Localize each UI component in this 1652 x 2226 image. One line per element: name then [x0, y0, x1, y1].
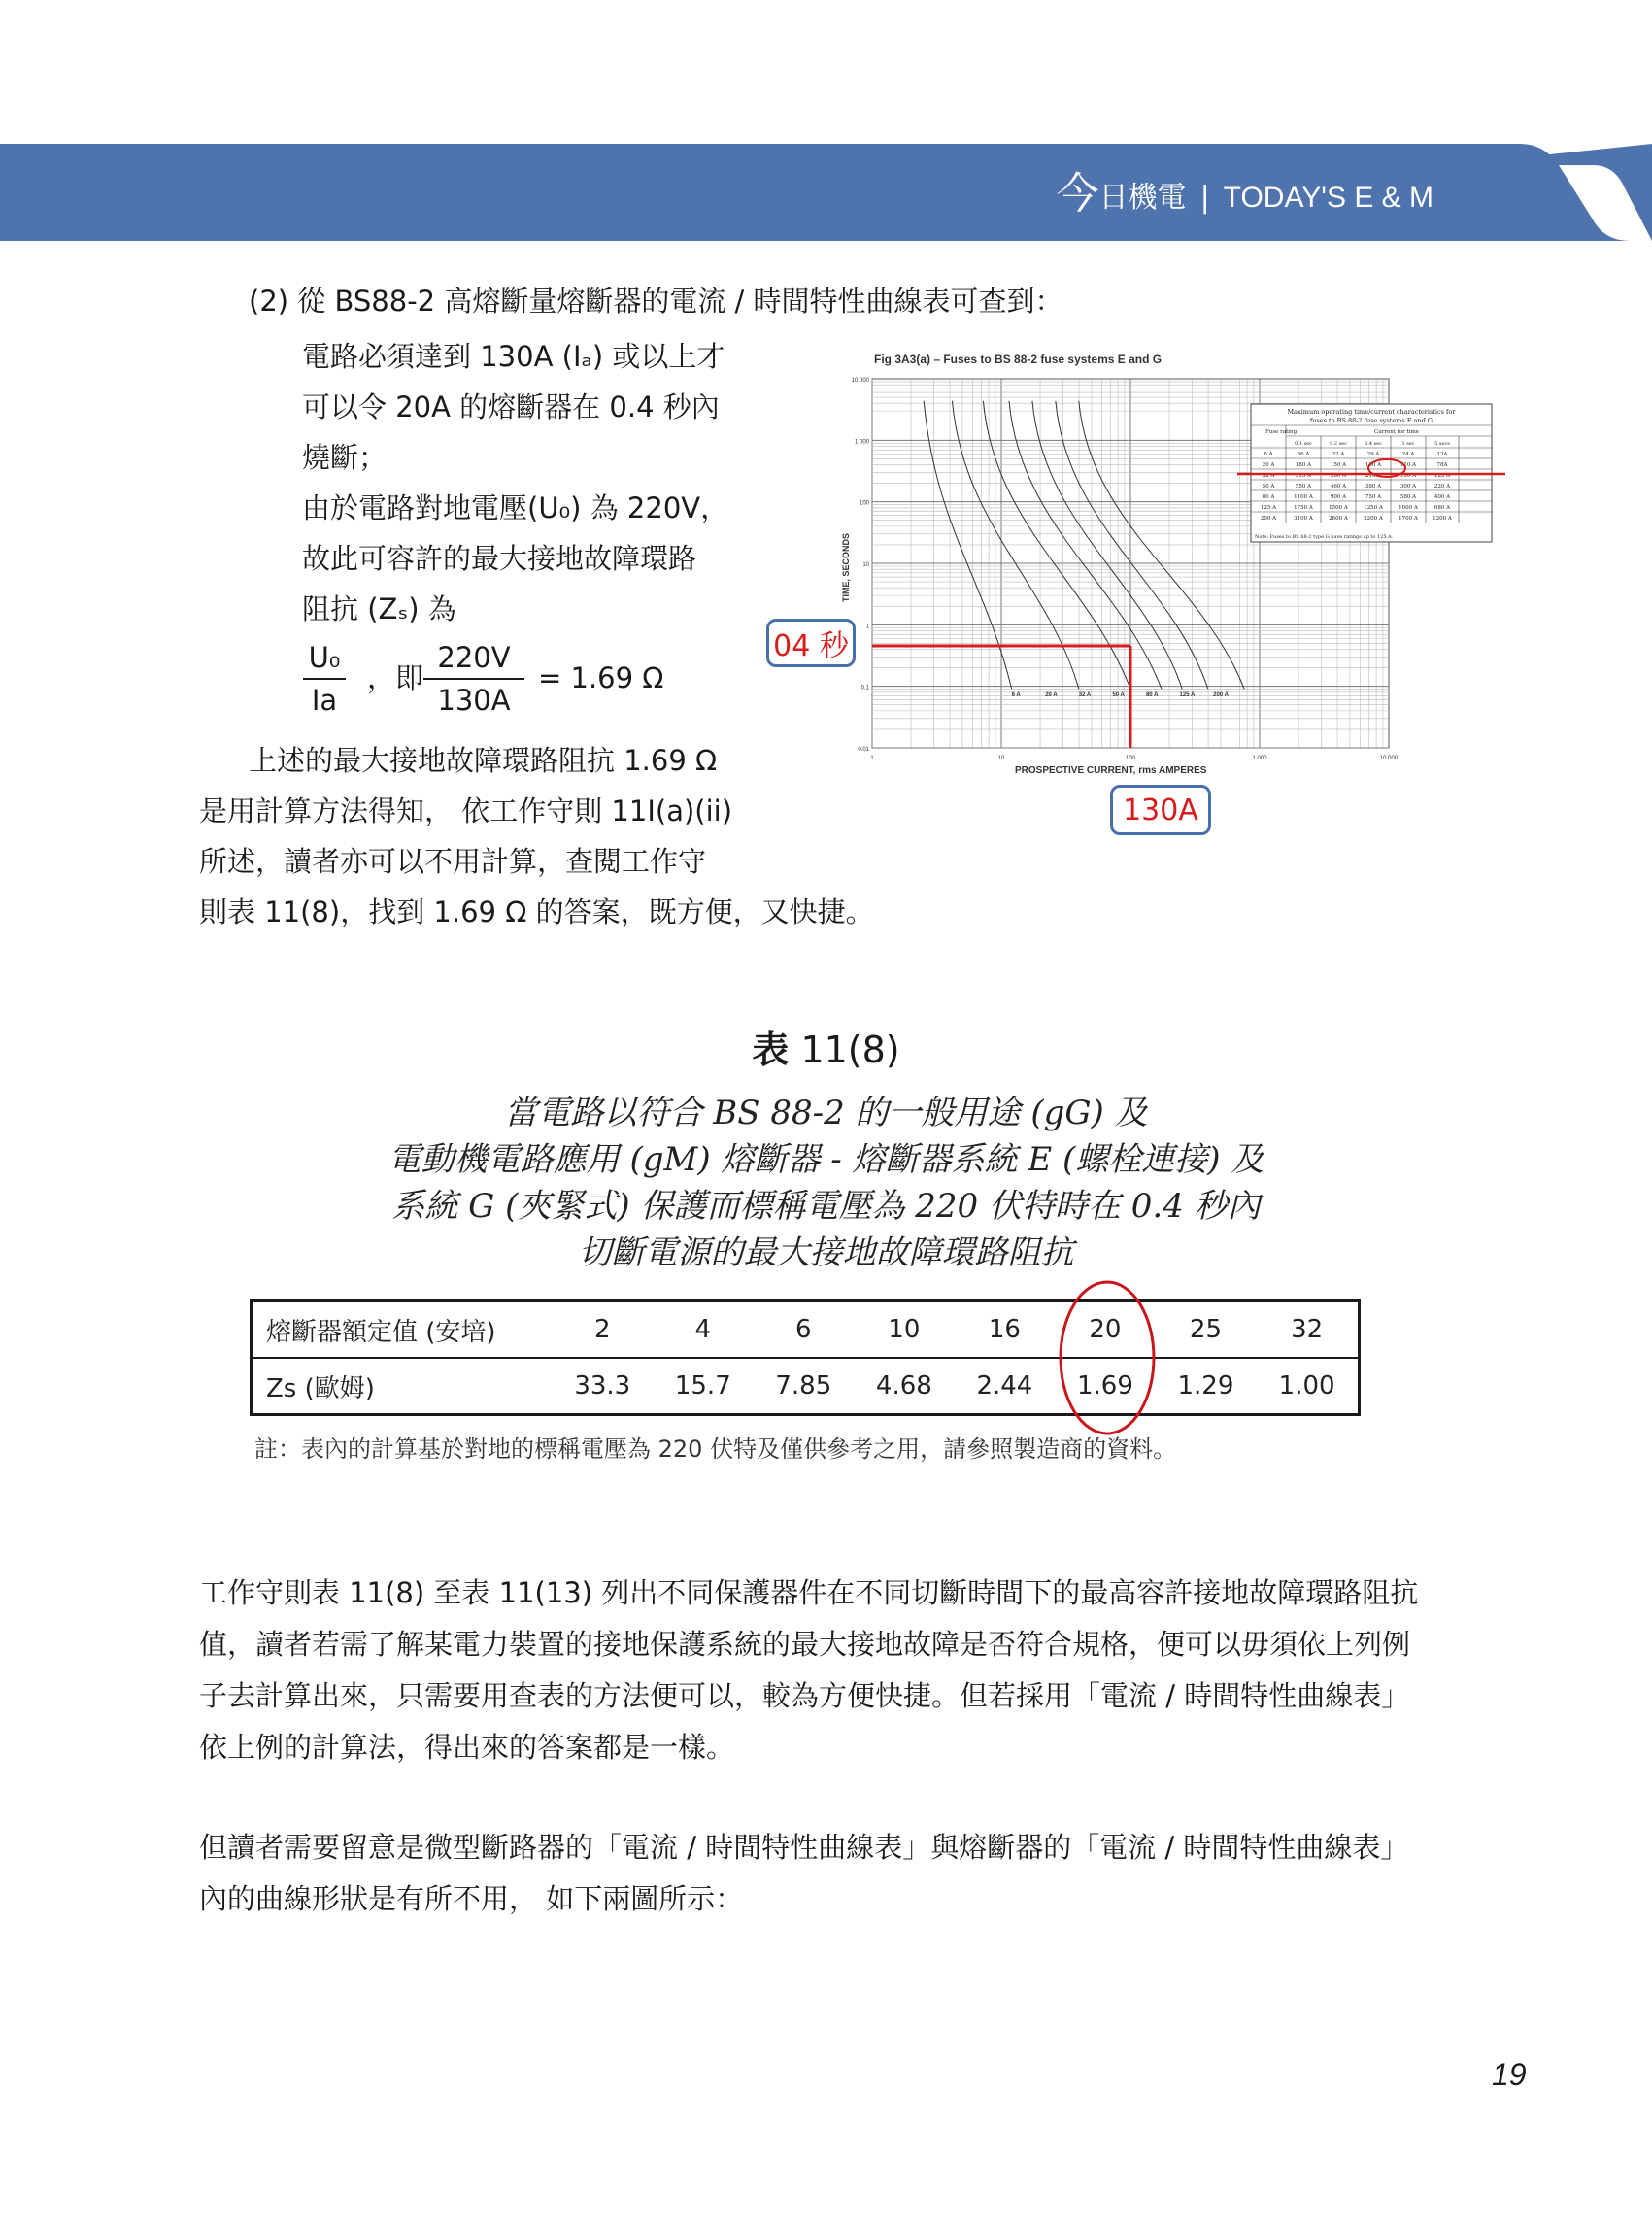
chart-x-tick-label: 10	[997, 756, 1005, 761]
inset-cell: 80 A	[1262, 494, 1275, 500]
header-title-rest: 日機電	[1098, 181, 1187, 215]
inset-cell: 900 A	[1330, 494, 1347, 500]
table-title-num: 11(8)	[789, 1029, 900, 1071]
section2-line-6: 阻抗 (Zₛ) 為	[302, 592, 456, 625]
section2-line-5: 故此可容許的最大接地故障環路	[302, 542, 697, 575]
inset-time-label: 5 secs	[1434, 441, 1450, 447]
inset-cell: 125 A	[1433, 473, 1451, 479]
inset-cell: 300 A	[1399, 484, 1417, 489]
header-title-first-char: 今	[1056, 169, 1099, 219]
inset-cell: 200 A	[1260, 516, 1277, 522]
inset-cell: 460 A	[1330, 484, 1347, 489]
formula-f2-denominator: 130A	[437, 684, 511, 717]
section2-line-1: 電路必須達到 130A (Iₐ) 或以上才	[302, 340, 725, 373]
formula-fraction-2	[423, 639, 524, 719]
inset-cell: 2600 A	[1329, 516, 1348, 522]
rating-cell: 10	[854, 1301, 955, 1359]
chart-x-tick-label: 1	[870, 756, 874, 761]
chart-y-tick-label: 1	[865, 624, 869, 630]
highlight-circle-20a	[1057, 1278, 1158, 1437]
paragraph1-line-4: 依上例的計算法，得出來的答案都是一樣。	[199, 1731, 735, 1764]
rating-cell: 16	[955, 1301, 1056, 1359]
fuse-curve-label: 32 A	[1078, 691, 1092, 698]
inset-cell: 750 A	[1365, 494, 1382, 500]
inset-cell: 580 A	[1399, 494, 1417, 500]
zs-cell: 2.44	[976, 1371, 1033, 1400]
inset-note: Note: Fuses to BS 88-2 type G have ratings up to 125 A.	[1255, 534, 1394, 540]
section2-para-2: 是用計算方法得知， 依工作守則 11I(a)(ii)	[199, 794, 733, 827]
row-label-zs: Zs (歐姆)	[266, 1373, 375, 1403]
chart-y-tick-label: 10	[862, 562, 869, 568]
chart-x-tick-label: 1 000	[1252, 756, 1267, 761]
chart-y-tick-label: 0.01	[858, 747, 869, 753]
section2-line-2: 可以令 20A 的熔斷器在 0.4 秒內	[302, 390, 720, 423]
chart-y-tick-label: 1 000	[854, 439, 869, 446]
zs-cell: 4.68	[875, 1371, 932, 1400]
chart-x-tick-label: 100	[1125, 756, 1136, 761]
header-title-en: TODAY'S E & M	[1223, 182, 1433, 214]
inset-cell: 78A	[1436, 462, 1448, 468]
inset-cell: 210 A	[1365, 473, 1382, 479]
inset-cell: 3100 A	[1294, 516, 1313, 522]
inset-cell: 6 A	[1264, 452, 1273, 457]
inset-cell: 150 A	[1330, 462, 1347, 468]
inset-cell: 400 A	[1433, 494, 1451, 500]
inset-cell: 380 A	[1365, 484, 1382, 489]
inset-cell: 190 A	[1399, 473, 1417, 479]
callout-time: 04 秒	[766, 619, 856, 667]
section2-intro: (2) 從 BS88-2 高熔斷量熔斷器的電流 / 時間特性曲線表可查到：	[249, 285, 1063, 318]
fraction-bar	[423, 678, 524, 680]
table-caption-1: 當電路以符合 BS 88-2 的一般用途 (gG) 及	[504, 1094, 1148, 1132]
inset-cell: 1500 A	[1329, 505, 1348, 511]
rating-cell: 6	[754, 1301, 855, 1359]
inset-cell: 1750 A	[1294, 505, 1313, 511]
inset-cell: 29 A	[1366, 452, 1380, 457]
zs-table	[250, 1299, 1361, 1416]
formula-ji: ，即	[367, 661, 424, 694]
curve-chart-image	[841, 350, 1515, 777]
row-label-rating: 熔斷器額定值 (安培)	[252, 1301, 553, 1359]
table-caption-2: 電動機電路應用 (gM) 熔斷器 - 熔斷器系統 E (螺栓連接) 及	[388, 1140, 1264, 1179]
inset-time-label: 0.4 sec	[1365, 441, 1382, 447]
fuse-curve-label: 125 A	[1179, 691, 1196, 698]
zs-cell: 33.3	[574, 1371, 631, 1400]
inset-cell: 550 A	[1295, 484, 1312, 489]
rating-cell: 32	[1256, 1301, 1359, 1359]
inset-cell: 24 A	[1401, 452, 1415, 457]
inset-cell: 680 A	[1433, 505, 1451, 511]
formula-f1-denominator: Ia	[311, 684, 338, 717]
fuse-curve-label: 80 A	[1145, 691, 1159, 698]
formula-result: = 1.69 Ω	[538, 661, 664, 694]
chart-y-ticks	[852, 378, 870, 753]
zs-cell: 1.69	[1076, 1371, 1133, 1400]
rating-cell: 2	[553, 1301, 654, 1359]
rating-cell: 4	[653, 1301, 754, 1359]
inset-cell: 1250 A	[1364, 505, 1383, 511]
table-caption-4: 切斷電源的最大接地故障環路阻抗	[578, 1233, 1074, 1272]
inset-cell: 13A	[1436, 452, 1448, 457]
paragraph2-line-2: 內的曲線形狀是有所不用， 如下兩圖所示：	[199, 1882, 744, 1915]
paragraph1-line-3: 子去計算出來，只需要用查表的方法便可以，較為方便快捷。但若採用「電流 / 時間特性曲線表」	[199, 1679, 1410, 1712]
formula-f1-numerator: U₀	[308, 641, 341, 674]
zs-cell: 7.85	[775, 1371, 832, 1400]
inset-time-label: 0.2 sec	[1330, 441, 1347, 447]
section2-line-4: 由於電路對地電壓(U₀) 為 220V，	[302, 491, 729, 524]
chart-inset-table	[1237, 404, 1505, 542]
callout-current: 130A	[1110, 785, 1211, 835]
inset-cell: 260 A	[1330, 473, 1347, 479]
chart-x-ticks	[870, 756, 1399, 761]
inset-cell: 36 A	[1297, 452, 1310, 457]
inset-cell: 110 A	[1399, 462, 1417, 468]
inset-time-label: 1 sec	[1401, 441, 1415, 447]
fuse-curve-label: 6 A	[1011, 691, 1021, 698]
table-title	[0, 1020, 1652, 1073]
chart-x-tick-label: 10 000	[1379, 756, 1399, 761]
inset-time-label: 0.1 sec	[1295, 441, 1312, 447]
inset-cell: 20 A	[1262, 462, 1275, 468]
section2-para-1: 上述的最大接地故障環路阻抗 1.69 Ω	[249, 744, 718, 777]
zs-cell: 15.7	[674, 1371, 731, 1400]
formula-fraction-1	[303, 639, 346, 719]
header-separator: |	[1199, 181, 1210, 215]
inset-cell: 125 A	[1260, 505, 1277, 511]
fuse-curve-label: 50 A	[1112, 691, 1125, 698]
inset-cell: 1200 A	[1433, 516, 1452, 522]
table-caption-3: 系統 G (夾緊式) 保護而標稱電壓為 220 伏特時在 0.4 秒內	[391, 1187, 1261, 1226]
paragraph1-line-2: 值，讀者若需了解某電力裝置的接地保護系統的最大接地故障是否符合規格，便可以毋須依上列例	[199, 1628, 1411, 1661]
inset-cell: 1700 A	[1399, 516, 1418, 522]
rating-cell: 25	[1156, 1301, 1257, 1359]
inset-title-1: Maximum operating time/current characteristics for	[1287, 408, 1456, 416]
chart-y-label: TIME, SECONDS	[841, 532, 851, 602]
chart-y-tick-label: 10 000	[851, 378, 869, 384]
page-number: 19	[1492, 2057, 1527, 2092]
inset-col-fuse: Fuse rating	[1265, 429, 1298, 435]
chart-x-label: PROSPECTIVE CURRENT, rms AMPERES	[1015, 765, 1207, 776]
rating-cell: 20	[1055, 1301, 1156, 1359]
table-row	[252, 1358, 1360, 1415]
inset-cell: 32 A	[1262, 473, 1275, 479]
chart-y-tick-label: 100	[859, 500, 869, 507]
inset-cell: 220 A	[1433, 484, 1451, 489]
formula-f2-numerator: 220V	[437, 641, 511, 674]
section2-para-4: 則表 11(8)，找到 1.69 Ω 的答案，既方便，又快捷。	[199, 895, 874, 928]
chart-y-tick-label: 0.1	[860, 685, 869, 691]
inset-cell: 32 A	[1332, 452, 1345, 457]
section2-line-3: 燒斷；	[302, 441, 388, 474]
inset-cell: 130 A	[1365, 462, 1382, 468]
inset-cell: 50 A	[1262, 484, 1275, 489]
zs-cell: 1.00	[1278, 1371, 1335, 1400]
inset-cell: 315 A	[1295, 473, 1312, 479]
section2-para-3: 所述，讀者亦可以不用計算，查閱工作守	[199, 845, 707, 878]
inset-cell: 1100 A	[1294, 494, 1313, 500]
fuse-curve-label: 200 A	[1213, 691, 1229, 698]
fraction-bar	[303, 678, 346, 680]
inset-cell: 180 A	[1295, 462, 1312, 468]
chart-title: Fig 3A3(a) – Fuses to BS 88-2 fuse systems E and G	[874, 353, 1163, 366]
zs-cell: 1.29	[1177, 1371, 1234, 1400]
paragraph1-line-1: 工作守則表 11(8) 至表 11(13) 列出不同保護器件在不同切斷時間下的最高容許接地故障環路阻抗	[199, 1576, 1419, 1609]
header-title	[1057, 163, 1433, 218]
inset-title-2: fuses to BS 88-2 fuse systems E and G	[1309, 417, 1433, 424]
table-row	[252, 1301, 1360, 1359]
table-title-bold: 表	[752, 1029, 790, 1071]
inset-cell: 1000 A	[1399, 505, 1418, 511]
table-note: 註：表內的計算基於對地的標稱電壓為 220 伏特及僅供參考之用，請參照製造商的資料。	[254, 1435, 1177, 1463]
paragraph2-line-1: 但讀者需要留意是微型斷路器的「電流 / 時間特性曲線表」與熔斷器的「電流 / 時間特性曲線表」	[199, 1831, 1409, 1864]
inset-cell: 2200 A	[1364, 516, 1383, 522]
inset-col-current: Current for time	[1374, 429, 1419, 435]
fuse-curve-label: 20 A	[1045, 691, 1058, 698]
